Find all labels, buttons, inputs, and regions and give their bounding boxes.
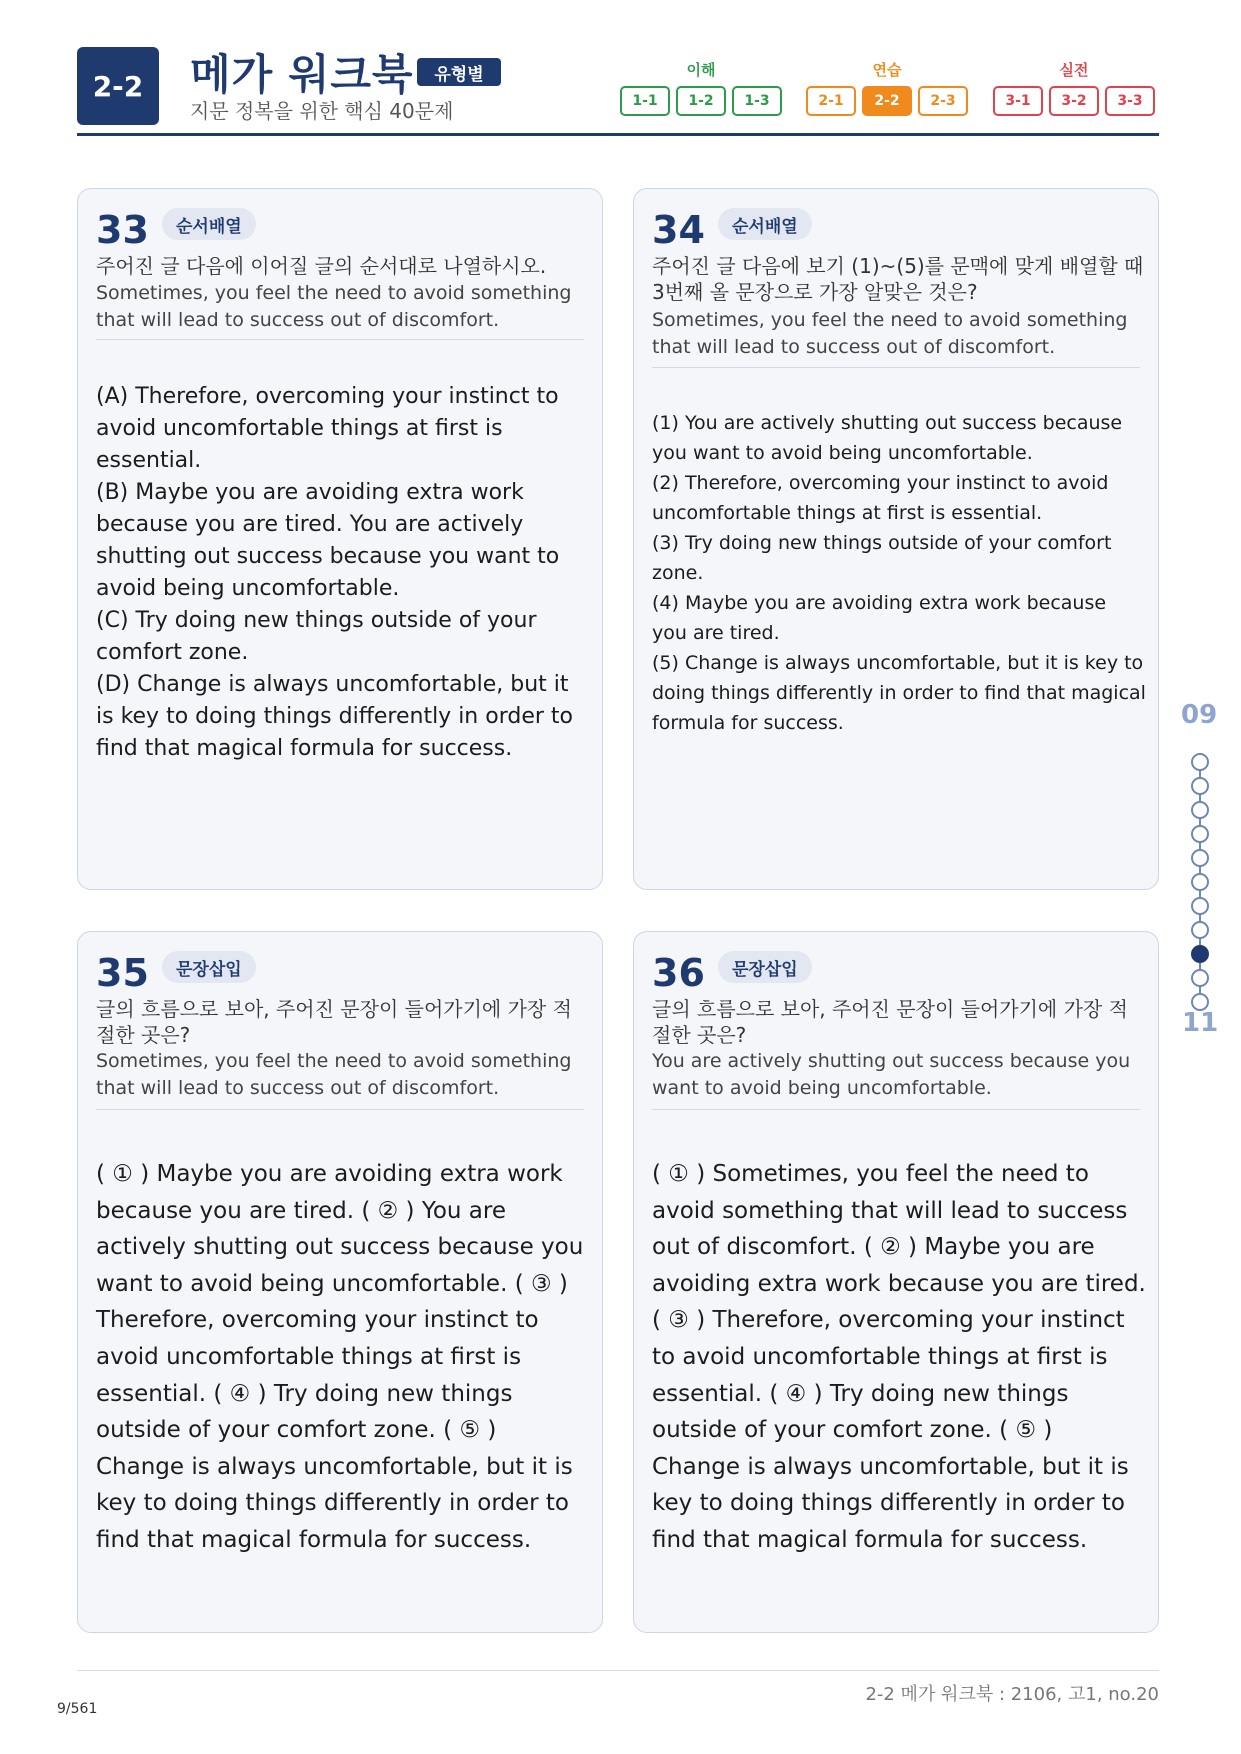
question-card-33 [77, 188, 603, 890]
level-button-2-3[interactable]: 2-3 [918, 86, 968, 116]
card-divider [96, 339, 584, 340]
level-button-3-1[interactable]: 3-1 [993, 86, 1043, 116]
card-divider [652, 1109, 1140, 1110]
question-instruction: 글의 흐름으로 보아, 주어진 문장이 들어가기에 가장 적절한 곳은? [96, 997, 572, 1047]
header-divider [77, 133, 1159, 136]
group-label-real: 실전 [1059, 61, 1089, 79]
passage-item-2: (2) Therefore, overcoming your instinct to avoid uncomfortable things at first is essential. [652, 472, 1109, 524]
question-number: 35 [96, 951, 149, 995]
level-button-1-2[interactable]: 1-2 [676, 86, 726, 116]
nav-dot[interactable] [1191, 753, 1209, 771]
passage-item-b: (B) Maybe you are avoiding extra work because you are tired. You are actively shutting out success because you want to avoid being uncomfortable. [96, 480, 560, 601]
question-number: 34 [652, 208, 705, 252]
page-title: 메가 워크북 [190, 50, 414, 99]
question-number: 36 [652, 951, 705, 995]
question-type-tag: 순서배열 [718, 208, 812, 240]
question-card-34 [633, 188, 1159, 890]
unit-badge: 2-2 [77, 47, 159, 125]
nav-dot[interactable] [1191, 825, 1209, 843]
passage-item-d: (D) Change is always uncomfortable, but it is key to doing things differently in order to find that magical formula for success. [96, 672, 573, 761]
given-sentence: Sometimes, you feel the need to avoid something that will lead to success out of discomfort. [96, 1050, 572, 1099]
passage-items [96, 381, 590, 765]
passage-item-5: (5) Change is always uncomfortable, but it is key to doing things differently in order to find that magical formula for success. [652, 652, 1146, 734]
question-instruction: 글의 흐름으로 보아, 주어진 문장이 들어가기에 가장 적절한 곳은? [652, 997, 1128, 1047]
given-sentence: You are actively shutting out success because you want to avoid being uncomfortable. [652, 1050, 1131, 1099]
passage-item-a: (A) Therefore, overcoming your instinct to avoid uncomfortable things at first is essential. [96, 384, 559, 473]
passage-text: ( ① ) Maybe you are avoiding extra work because you are tired. ( ② ) You are actively shutting out success because you want to avoid being uncomfortable. ( ③ ) Therefore, overcoming your instinct to avoid uncomfortable things at first is essential. ( ④ ) Try doing new things outside of your comfort zone. ( ⑤ ) Change is always uncomfortable, but it is key to doing things differently in order to find that magical formula for success. [96, 1161, 584, 1553]
passage-text: ( ① ) Sometimes, you feel the need to avoid something that will lead to success out of discomfort. ( ② ) Maybe you are avoiding extra work because you are tired. ( ③ ) Therefore, overcoming your instinct to avoid uncomfortable things at first is essential. ( ④ ) Try doing new things outside of your comfort zone. ( ⑤ ) Change is always uncomfortable, but it is key to doing things differently in order to find that magical formula for success. [652, 1161, 1146, 1553]
footer-divider [77, 1670, 1159, 1671]
question-instruction: 주어진 글 다음에 이어질 글의 순서대로 나열하시오. [96, 254, 547, 278]
given-sentence: Sometimes, you feel the need to avoid something that will lead to success out of discomfort. [96, 282, 572, 331]
level-button-3-3[interactable]: 3-3 [1105, 86, 1155, 116]
question-number: 33 [96, 208, 149, 252]
level-button-3-2[interactable]: 3-2 [1049, 86, 1099, 116]
type-badge: 유형별 [417, 58, 501, 86]
group-label-understand: 이해 [686, 61, 716, 79]
card-divider [96, 1109, 584, 1110]
nav-dot[interactable] [1191, 777, 1209, 795]
page-number: 9/561 [57, 1701, 98, 1717]
nav-dot[interactable] [1191, 921, 1209, 939]
question-type-tag: 문장삽입 [162, 951, 256, 983]
question-card-36 [633, 931, 1159, 1633]
level-button-1-1[interactable]: 1-1 [620, 86, 670, 116]
nav-range-start: 09 [1181, 700, 1218, 730]
question-type-tag: 문장삽입 [718, 951, 812, 983]
passage-item-3: (3) Try doing new things outside of your comfort zone. [652, 532, 1112, 584]
passage-item-4: (4) Maybe you are avoiding extra work because you are tired. [652, 592, 1107, 644]
nav-dot[interactable] [1191, 801, 1209, 819]
nav-dot-current[interactable] [1191, 945, 1209, 963]
nav-range-end: 11 [1182, 1008, 1219, 1038]
card-divider [652, 367, 1140, 368]
page-subtitle: 지문 정복을 위한 핵심 40문제 [190, 99, 454, 123]
footer-source: 2-2 메가 워크북 : 2106, 고1, no.20 [865, 1684, 1159, 1705]
question-instruction: 주어진 글 다음에 보기 (1)~(5)를 문맥에 맞게 배열할 때 3번째 올 문장으로 가장 알맞은 것은? [652, 254, 1144, 304]
passage-item-c: (C) Try doing new things outside of your comfort zone. [96, 608, 537, 665]
nav-dot[interactable] [1191, 897, 1209, 915]
level-button-2-2[interactable]: 2-2 [862, 86, 912, 116]
question-card-35 [77, 931, 603, 1633]
passage-item-1: (1) You are actively shutting out success because you want to avoid being uncomfortable. [652, 412, 1123, 464]
nav-dot[interactable] [1191, 873, 1209, 891]
given-sentence: Sometimes, you feel the need to avoid something that will lead to success out of discomfort. [652, 309, 1128, 358]
nav-dot[interactable] [1191, 849, 1209, 867]
question-type-tag: 순서배열 [162, 208, 256, 240]
nav-dot[interactable] [1191, 969, 1209, 987]
level-button-1-3[interactable]: 1-3 [732, 86, 782, 116]
level-button-2-1[interactable]: 2-1 [806, 86, 856, 116]
passage-items [652, 408, 1146, 738]
group-label-practice: 연습 [872, 61, 902, 79]
